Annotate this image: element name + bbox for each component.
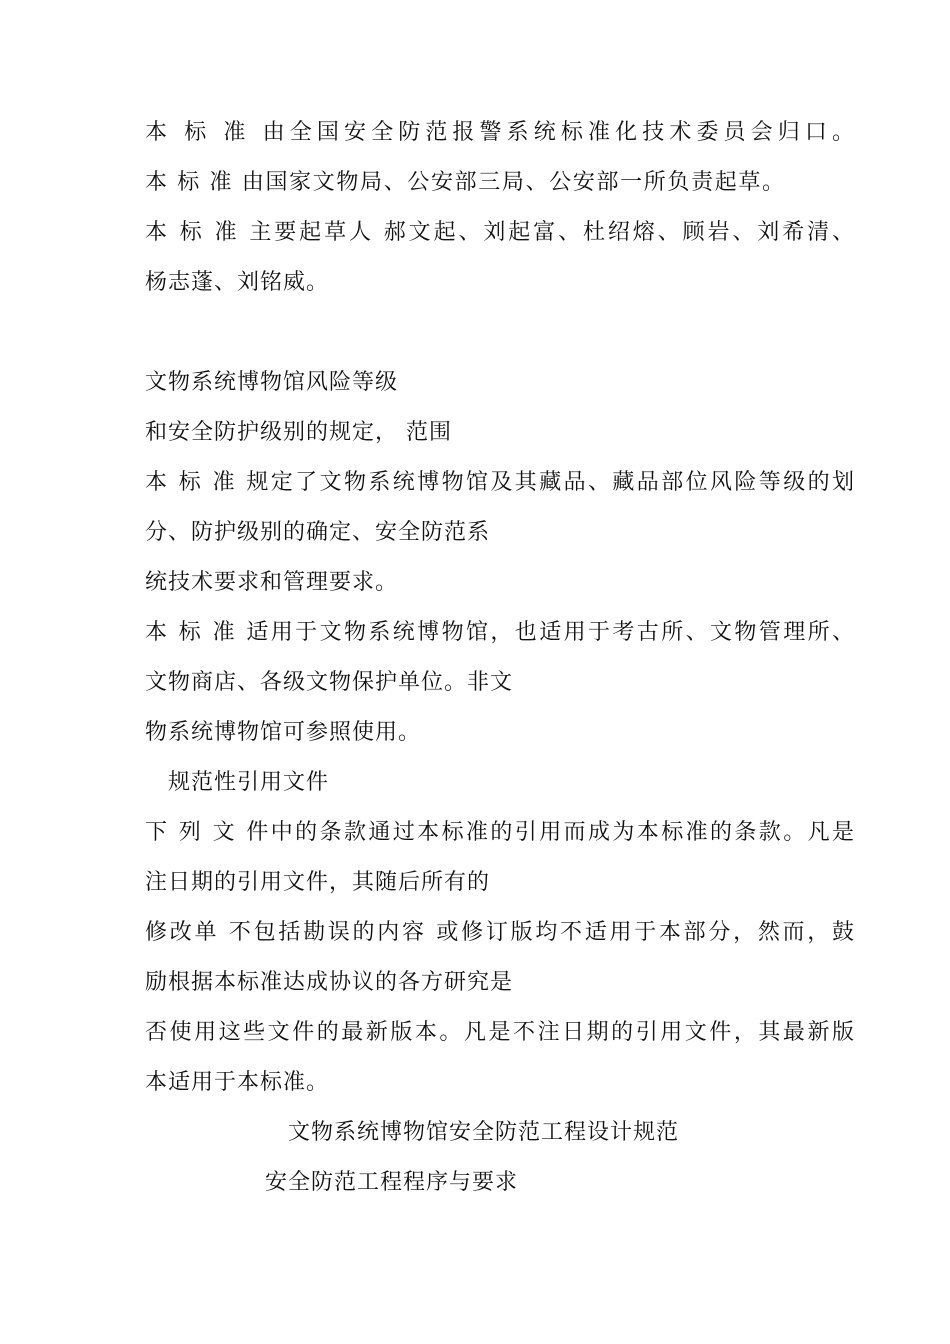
text-line: 本适用于本标准。 [145, 1070, 330, 1095]
text-line: 下 列 文 件中的条款通过本标准的引用而成为本标准的条款。凡是 [145, 820, 855, 845]
text-line: 本 标 准 由全国安全防范报警系统标准化技术委员会归口。 [145, 120, 855, 145]
text-line: 和安全防护级别的规定， 范围 [145, 420, 452, 445]
text-line: 杨志蓬、刘铭威。 [145, 270, 330, 295]
text-line: 文物系统博物馆风险等级 [145, 370, 399, 395]
text-line: 励根据本标准达成协议的各方研究是 [145, 970, 514, 995]
text-line: 注日期的引用文件，其随后所有的 [145, 870, 491, 895]
text-line: 本 标 准 主要起草人 郝文起、刘起富、杜绍熔、顾岩、刘希清、 [145, 220, 855, 245]
text-line: 文物商店、各级文物保护单位。非文 [145, 670, 514, 695]
text-line: 本 标 准 适用于文物系统博物馆，也适用于考古所、文物管理所、 [145, 620, 855, 645]
text-line: 物系统博物馆可参照使用。 [145, 720, 422, 745]
text-line: 本 标 准 由国家文物局、公安部三局、公安部一所负责起草。 [145, 170, 785, 195]
text-line: 统技术要求和管理要求。 [145, 570, 399, 595]
text-line: 分、防护级别的确定、安全防范系 [145, 520, 491, 545]
text-line: 本 标 准 规定了文物系统博物馆及其藏品、藏品部位风险等级的划 [145, 470, 855, 495]
reference-title: 安全防范工程程序与要求 [265, 1170, 519, 1195]
text-line: 修改单 不包括勘误的内容 或修订版均不适用于本部分，然而，鼓 [145, 920, 855, 945]
text-line: 否使用这些文件的最新版本。凡是不注日期的引用文件，其最新版 [145, 1020, 855, 1045]
section-heading: 规范性引用文件 [168, 770, 330, 795]
reference-title: 文物系统博物馆安全防范工程设计规范 [288, 1120, 680, 1145]
